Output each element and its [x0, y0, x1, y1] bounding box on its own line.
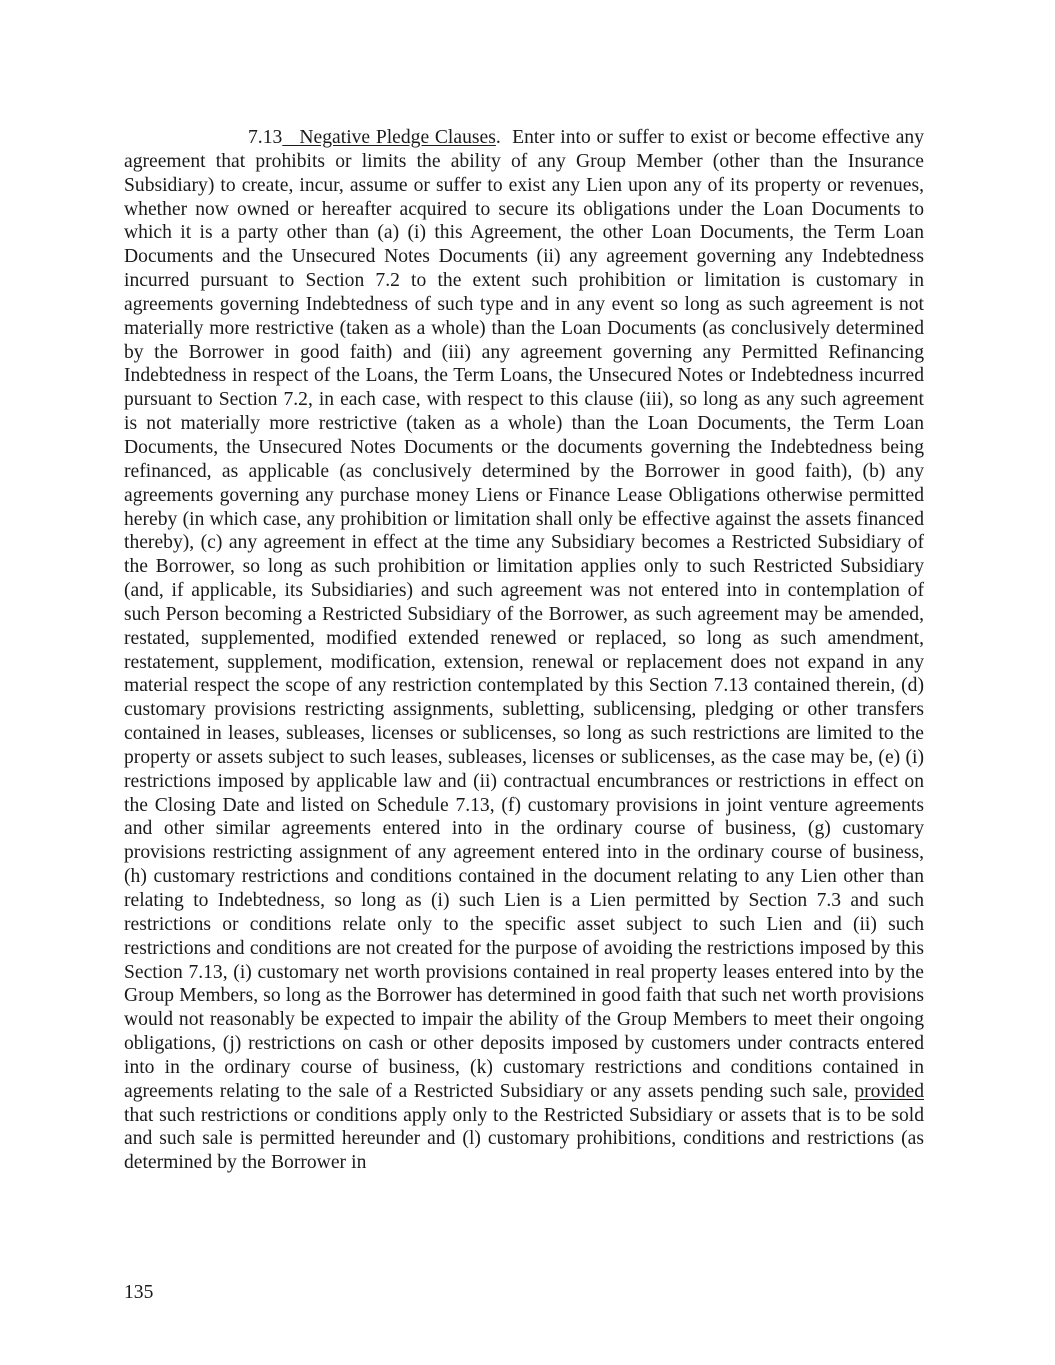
section-text-part-1: Enter into or suffer to exist or become effective any agreement that prohibits or limits the ability of any Group Member (other than the Insurance Subsidiary) to create, incur, assume or suffer to exist any Lien upon any of its property or revenues, whether now owned or hereafter acquired to secure its obligations under the Loan Documents to which it is a party other than (a) (i) this Agreement, the other Loan Documents, the Term Loan Documents and the Unsecured Notes Documents (ii) any agreement governing any Indebtedness incurred pursuant to Section 7.2 to the extent such prohibition or limitation is customary in agreements governing Indebtedness of such type and in any event so long as such agreement is not materially more restrictive (taken as a whole) than the Loan Documents (as conclusively determined by the Borrower in good faith) and (iii) any agreement governing any Permitted Refinancing Indebtedness in respect of the Loans, the Term Loans, the Unsecured Notes or Indebtedness incurred pursuant to Section 7.2, in each case, with respect to this clause (iii), so long as any such agreement is not materially more restrictive (taken as a whole) than the Loan Documents, the Term Loan Documents, the Unsecured Notes Documents or the documents governing the Indebtedness being refinanced, as applicable (as conclusively determined by the Borrower in good faith), (b) any agreements governing any purchase money Liens or Finance Lease Obligations otherwise permitted hereby (in which case, any prohibition or limitation shall only be effective against the assets financed thereby), (c) any agreement in effect at the time any Subsidiary becomes a Restricted Subsidiary of the Borrower, so long as such prohibition or limitation applies only to such Restricted Subsidiary (and, if applicable, its Subsidiaries) and such agreement was not entered into in contemplation of such Person becoming a Restricted Subsidiary of the Borrower, as such agreement may be amended, restated, supplemented, modified extended renewed or replaced, so long as such amendment, restatement, supplement, modification, extension, renewal or replacement does not expand in any material respect the scope of any restriction contemplated by this Section 7.13 contained therein, (d) customary provisions restricting assignments, subletting, sublicensing, pledging or other transfers contained in leases, subleases, licenses or sublicenses, so long as such restrictions are limited to the property or assets subject to such leases, subleases, licenses or sublicenses, as the case may be, (e) (i) restrictions imposed by applicable law and (ii) contractual encumbrances or restrictions in effect on the Closing Date and listed on Schedule 7.13, (f) customary provisions in joint venture agreements and other similar agreements entered into in the ordinary course of business, (g) customary provisions restricting assignment of any agreement entered into in the ordinary course of business, (h) customary restrictions and conditions contained in the document relating to any Lien other than relating to Indebtedness, so long as (i) such Lien is a Lien permitted by Section 7.3 and such restrictions or conditions relate only to the specific asset subject to such Lien and (ii) such restrictions and conditions are not created for the purpose of avoiding the restrictions imposed by this Section 7.13, (i) customary net worth provisions contained in real property leases entered into by the Group Members, so long as the Borrower has determined in good faith that such net worth provisions would not reasonably be expected to impair the ability of the Group Members to meet their ongoing obligations, (j) restrictions on cash or other deposits imposed by customers under contracts entered into in the ordinary course of business, (k) customary restrictions and conditions contained in agreements relating to the sale of a Restricted Subsidiary or any assets pending such sale,	[124, 127, 924, 1102]
section-paragraph	[124, 126, 924, 1175]
heading-period: .	[495, 127, 501, 148]
section-number: 7.13	[248, 127, 283, 148]
provided-term: provided	[854, 1080, 924, 1102]
section-heading: Negative Pledge Clauses	[299, 127, 496, 148]
section-text-part-2: that such restrictions or conditions apply only to the Restricted Subsidiary or assets that is to be sold and such sale is permitted hereunder and (l) customary prohibitions, conditions and restrictions (as determined by the Borrower in	[124, 1104, 924, 1174]
page-number: 135	[124, 1282, 154, 1303]
